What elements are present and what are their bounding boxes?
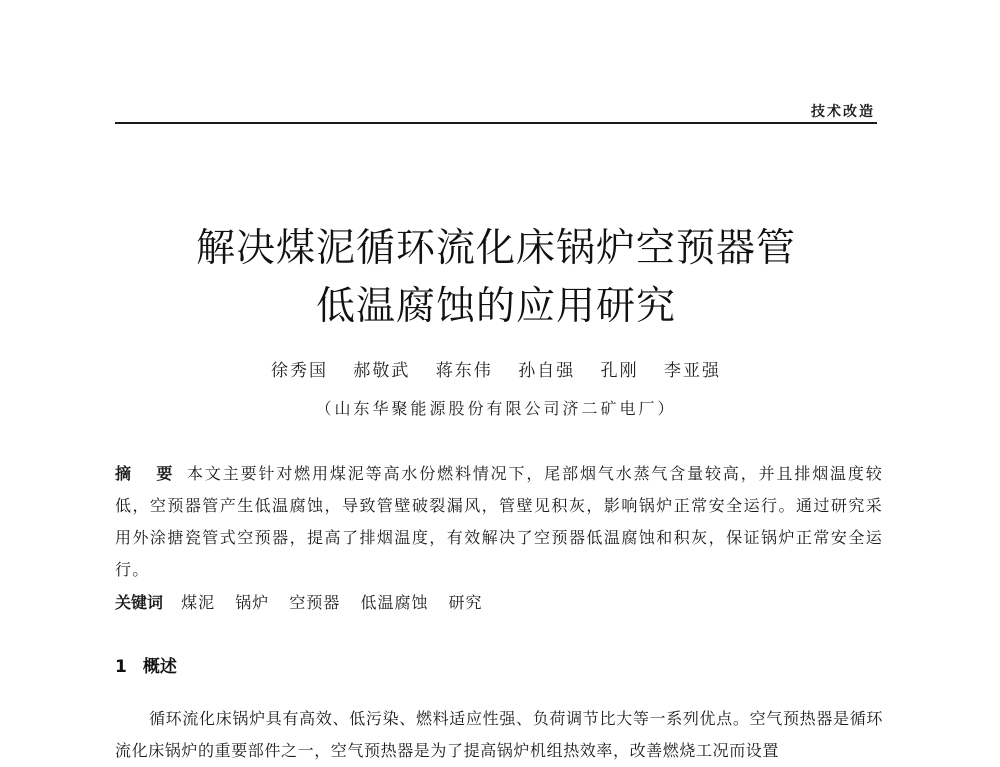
- body-paragraph: 循环流化床锅炉具有高效、低污染、燃料适应性强、负荷调节比大等一系列优点。空气预热器是循环流化床锅炉的重要部件之一，空气预热器是为了提高锅炉机组热效率，改善燃烧工况而设置: [115, 709, 883, 760]
- running-section-header: 技术改造: [811, 104, 875, 120]
- abstract-text: 本文主要针对燃用煤泥等高水份燃料情况下，尾部烟气水蒸气含量较高，并且排烟温度较低，空预器管产生低温腐蚀，导致管壁破裂漏风，管壁见积灰，影响锅炉正常安全运行。通过研究采用外涂搪瓷管式空预器，提高了排烟温度，有效解决了空预器低温腐蚀和积灰，保证锅炉正常安全运行。: [115, 464, 883, 579]
- keyword: 低温腐蚀: [360, 593, 429, 612]
- keywords: [115, 588, 883, 618]
- author-affiliation: （山东华聚能源股份有限公司济二矿电厂）: [315, 399, 677, 418]
- title-line-2: 低温腐蚀的应用研究: [315, 284, 676, 329]
- header-rule: [115, 122, 877, 124]
- keyword: 研究: [448, 593, 483, 612]
- section-heading: [115, 652, 177, 677]
- author-name: 徐秀国: [270, 361, 328, 381]
- abstract: [115, 458, 883, 586]
- author-name: 孙自强: [518, 361, 576, 381]
- keywords-label: 关键词: [115, 593, 164, 612]
- author-name: 蒋东伟: [435, 361, 493, 381]
- abstract-label: 摘 要: [115, 464, 177, 483]
- keyword: 锅炉: [235, 593, 270, 612]
- keyword: 煤泥: [181, 593, 216, 612]
- section-title-text: 概述: [142, 657, 177, 677]
- title-line-1: 解决煤泥循环流化床锅炉空预器管: [195, 226, 796, 271]
- author-name: 孔刚: [600, 361, 639, 381]
- author-name: 郝敬武: [353, 361, 411, 381]
- section-number: 1: [115, 657, 127, 677]
- author-list: [115, 356, 877, 381]
- paper-title: [115, 220, 877, 336]
- author-name: 李亚强: [664, 361, 722, 381]
- keyword: 空预器: [289, 593, 341, 612]
